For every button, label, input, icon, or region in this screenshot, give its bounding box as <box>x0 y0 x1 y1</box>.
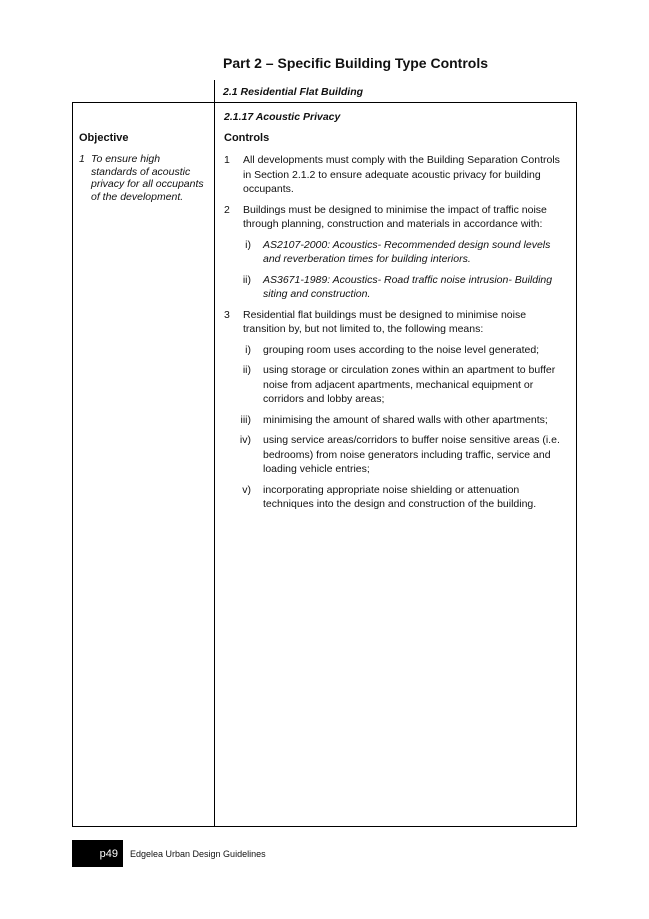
control-text: Residential flat buildings must be designed to minimise noise transition by, but not limited to, the following means: <box>243 308 527 335</box>
page-number: p49 <box>99 847 118 860</box>
subitem-number: i) <box>245 343 251 356</box>
subitem-text: grouping room uses according to the noise level generated; <box>263 343 540 356</box>
subitem-number: ii) <box>242 364 251 376</box>
subitem-number: ii) <box>242 273 251 286</box>
control-subitem <box>243 343 568 358</box>
control-text: Buildings must be designed to minimise the impact of traffic noise through planning, construction and materials in accordance with: <box>243 203 547 230</box>
objective-text: To ensure high standards of acoustic privacy for all occupants of the development. <box>91 153 204 203</box>
subitem-number: i) <box>245 238 251 251</box>
subitem-text: AS3671-1989: Acoustics- Road traffic noise intrusion- Building siting and construction. <box>263 273 553 300</box>
subitem-text: using storage or circulation zones within an apartment to buffer noise from adjacent apartments, mechanical equipment or corridors and lobby areas; <box>263 364 556 405</box>
column-divider <box>214 103 215 826</box>
control-subitem <box>239 433 568 477</box>
subsection-title: 2.1.17 Acoustic Privacy <box>224 111 341 123</box>
control-subitem <box>240 413 568 428</box>
footer-document-title: Edgelea Urban Design Guidelines <box>130 849 266 859</box>
control-item <box>224 203 568 302</box>
controls-list <box>224 153 568 518</box>
column-divider-top <box>214 80 215 103</box>
objective-heading: Objective <box>79 132 129 144</box>
subitem-text: minimising the amount of shared walls with other apartments; <box>263 413 548 426</box>
control-text: All developments must comply with the Building Separation Controls in Section 2.1.2 to ensure adequate acoustic privacy for building occupants. <box>243 154 560 195</box>
control-subitem <box>243 363 568 407</box>
objective-number: 1 <box>79 153 85 165</box>
subitem-text: AS2107-2000: Acoustics- Recommended design sound levels and reverberation times for building interiors. <box>263 238 551 265</box>
subitem-number: iii) <box>240 413 251 426</box>
subitem-number: iv) <box>239 434 251 446</box>
section-title: 2.1 Residential Flat Building <box>223 86 364 98</box>
control-item <box>224 153 568 197</box>
control-number: 1 <box>224 154 230 166</box>
controls-heading: Controls <box>224 132 270 144</box>
control-subitem <box>243 238 568 267</box>
control-number: 3 <box>224 308 230 321</box>
control-item <box>224 308 568 512</box>
page-title: Part 2 – Specific Building Type Controls <box>223 55 489 71</box>
control-subitem <box>243 273 568 302</box>
controls-table <box>72 102 577 827</box>
subitem-number: v) <box>242 483 251 496</box>
page-number-badge <box>72 840 123 867</box>
subitem-text: using service areas/corridors to buffer noise sensitive areas (i.e. bedrooms) from noise generators including traffic, service and loading vehicle entries; <box>263 434 560 475</box>
subitem-text: incorporating appropriate noise shielding or attenuation techniques into the design and construction of the building. <box>263 483 537 510</box>
control-subitem <box>243 483 568 512</box>
control-number: 2 <box>224 203 230 216</box>
objective-item <box>79 153 207 203</box>
